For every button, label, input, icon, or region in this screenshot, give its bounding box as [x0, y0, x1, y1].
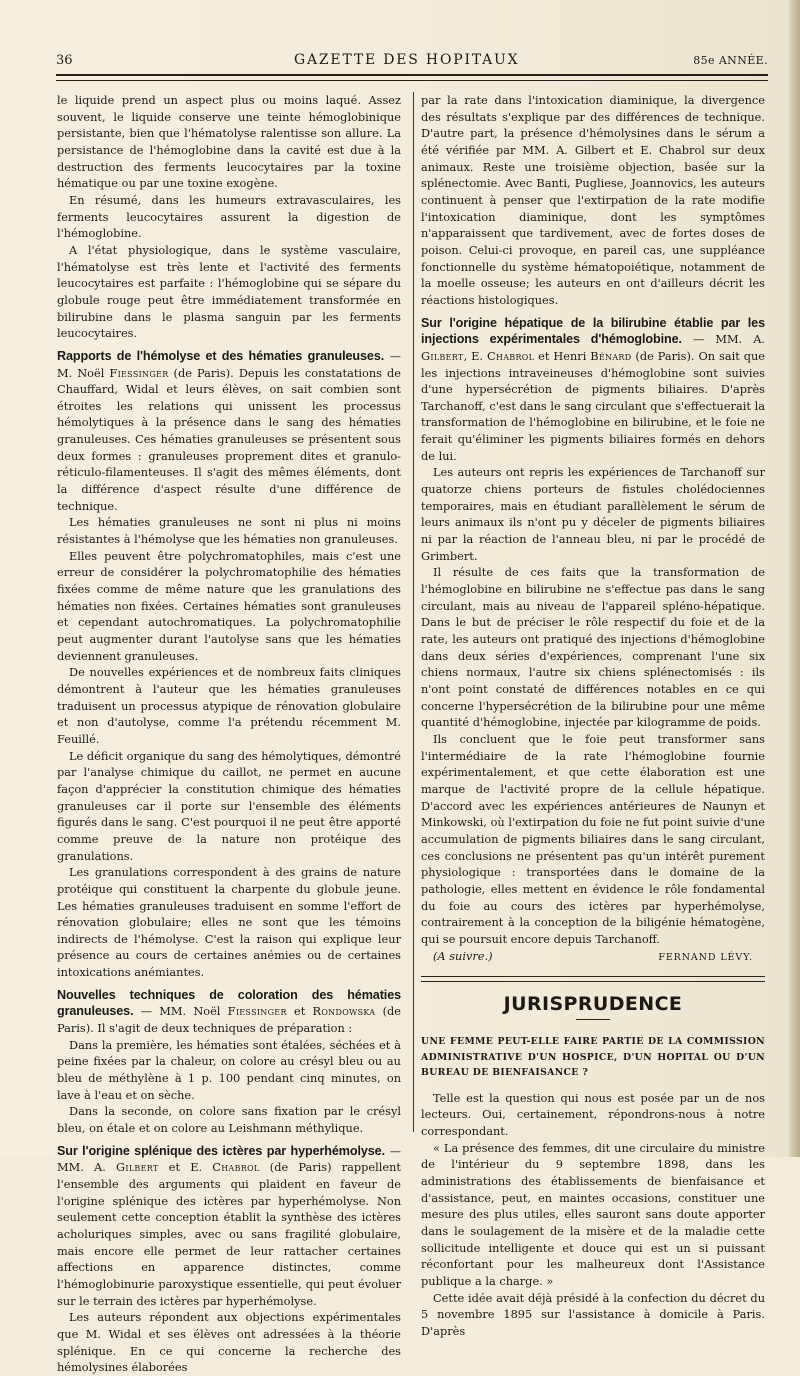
page-edge-shadow [787, 0, 800, 1157]
to-be-continued-note: (A suivre.) [433, 949, 493, 964]
article-heading: Rapports de l'hémolyse et des hématies granuleuses. [57, 348, 385, 363]
column-divider [413, 92, 414, 1132]
author-name: Fiessinger [227, 1004, 287, 1019]
article-heading: Sur l'origine hépatique de la bilirubine établie par les injections expérimentales d'hémoglobine. [421, 315, 765, 347]
author-name: Rondowska [312, 1004, 376, 1019]
author-name: Chabrol [212, 1160, 260, 1175]
article-intro [57, 987, 401, 1037]
paragraph: Ils concluent que le foie peut transformer sans l'intermédiaire de la rate l'hémoglobine fournie expérimentalement, et que cette élaboration est une marque de l'activité propre de la cellule hépatique. D'accord avec les expériences antérieures de Naunyn et Minkowski, où l'extirpation du foie ne fut point suivie d'une accumulation de pigments biliaires dans le sang circulant, ces conclusions ne présentent pas qu'un intérêt purement physiologique : transportées dans le domaine de la pathologie, elles mettent en évidence le rôle fondamental du foie au cours des ictères par hyperhémolyse, contrairement à la conception de la biligénie hématogène, qui se poursuit encore depuis Tarchanoff. [421, 731, 765, 946]
author-name: Bénard [590, 348, 632, 363]
header-rule-top [56, 74, 768, 76]
paragraph: Telle est la question qui nous est posée par un de nos lecteurs. Oui, certainement, répondrons-nous à notre correspondant. [421, 1090, 765, 1138]
intro-text: — M. Noël [57, 348, 402, 380]
intro-text: — MM. A. [57, 1143, 401, 1175]
paragraph: Cette idée avait déjà présidé à la confection du décret du 5 novembre 1895 sur l'assistance à domicile à Paris. D'après [421, 1290, 765, 1338]
paragraph: Il résulte de ces faits que la transformation de l'hémoglobine en bilirubine ne s'effectue pas dans le sang circulant, mais au niveau de l'appareil spléno-hépatique. Dans le but de préciser le rôle respectif du foie et de la rate, les auteurs ont pratiqué des injections d'hémoglobine dans deux séries d'expériences, comprenant l'une six chiens normaux, l'autre six chiens splénectomisés : ils n'ont point constaté de différences notables en ce qui concerne l'hypersécrétion de la bilirubine pour une même quantité d'hémoglobine, injectée par kilogramme de poids. [421, 565, 765, 730]
intro-text: — MM. Noël [133, 1004, 228, 1019]
signature-line [421, 948, 765, 967]
intro-text: (de Paris). Depuis les constatations de Chauffard, Widal et leurs élèves, on sait combien sont étroites les relations qui unissent les processus hémolytiques à la présence dans le sang des hématies granuleuses. Ces hématies granuleuses se présentent sous deux formes : granuleuses proprement dites et granulo-réticulo-filamenteuses. Il s'agit des mêmes éléments, dont la différence d'aspect résulte d'une différence de technique. [57, 365, 402, 513]
paragraph: De nouvelles expériences et de nombreux faits cliniques démontrent à l'auteur que les hématies granuleuses traduisent un processus atypique de rénovation globulaire et non d'autolyse, comme l'a prétendu récemment M. Feuillé. [57, 665, 401, 746]
right-column [421, 92, 765, 1339]
paragraph: par la rate dans l'intoxication diaminique, la divergence des résultats s'explique par des différences de technique. D'autre part, la présence d'hémolysines dans le sérum a été vérifiée par MM. A. Gilbert et E. Chabrol sur deux animaux. Reste une troisième objection, basée sur la splénectomie. Avec Banti, Pugliese, Joannovics, les auteurs continuent à penser que l'extirpation de la rate modifie l'intoxication diaminique, dont les symptômes n'apparaissent que tardivement, avec de fortes doses de poison. Celui-ci provoque, en pareil cas, une suppléance fonctionnelle du système hématopoiétique, notamment de la moelle osseuse; les auteurs en ont d'ailleurs décrit les réactions histologiques. [421, 93, 765, 307]
intro-text: (de Paris). On sait que les injections intraveineuses d'hémoglobine sont suivies d'une hypersécrétion de pigments biliaires. D'après Tarchanoff, c'est dans le sang circulant que s'effectuerait la transformation de l'hémoglobine en bilirubine, et le foie ne ferait qu'éliminer les pigments biliaires formés en dehors de lui. [421, 348, 765, 463]
paragraph: « La présence des femmes, dit une circulaire du ministre de l'intérieur du 9 septembre 1898, dans les administrations des établissements de bienfaisance et d'assistance, peut, en maintes occasions, constituer une mesure des plus utiles, elles sauront sans doute apporter dans le soulagement de la misère et de la maladie cette sollicitude intelligente et douce qui est un si puissant réconfortant pour les malheureux dont l'Assistance publique a la charge. » [421, 1140, 765, 1288]
author-name: Gilbert [116, 1160, 159, 1175]
intro-text: et Henri [534, 348, 591, 363]
year-label: 85e ANNÉE. [693, 54, 768, 67]
paragraph: Les auteurs ont repris les expériences de Tarchanoff sur quatorze chiens porteurs de fistules cholédociennes temporaires, mais en étudiant parallèlement le sérum de leurs animaux ils n'ont pu y déceler de pigments biliaires ni par la réaction de l'anneau bleu, ni par le procédé de Grimbert. [421, 465, 765, 563]
paragraph: le liquide prend un aspect plus ou moins laqué. Assez souvent, le liquide conserve une teinte hémoglobinique persistante, bien que l'hématolyse ralentisse son allure. La persistance de l'hémoglobine dans la cavité est due à la destruction des ferments leucocytaires par la toxine hématique ou par une toxine exogène. [57, 93, 401, 191]
section-title: JURISPRUDENCE [503, 993, 683, 1016]
author-name: Fiessinger [109, 365, 169, 380]
article-intro [57, 1143, 401, 1310]
header-rule-bottom [56, 80, 768, 81]
paragraph: Elles peuvent être polychromatophiles, mais c'est une erreur de considérer la polychromatophilie des hématies fixées comme de même nature que les granulations des hématies non fixées. Certaines hématies sont granuleuses et cependant autochromatiques. La polychromatophilie peut augmenter durant l'autolyse sans que les hématies deviennent granuleuses. [57, 548, 401, 663]
article-heading: Sur l'origine splénique des ictères par hyperhémolyse. [57, 1143, 385, 1158]
paragraph: Le déficit organique du sang des hémolytiques, démontré par l'analyse chimique du caillot, ne permet en aucune façon d'apprécier la constitution chimique des hématies granuleuses car il porte sur l'ensemble des éléments figurés dans le sang. C'est pourquoi il ne peut être apporté comme preuve de la nature non protéique des granulations. [57, 748, 401, 863]
author-signature: FERNAND LÉVY. [658, 952, 753, 964]
intro-text: et [286, 1004, 313, 1019]
article-intro [421, 315, 765, 465]
title-rule [576, 1019, 610, 1020]
intro-text: (de Paris) rappellent l'ensemble des arguments qui plaident en faveur de l'origine splénique des ictères par hyperhémolyse. Non seulement cette conception établit la synthèse des ictères acholuriques simples, avec ou sans fragilité globulaire, mais encore elle permet de leur rattacher certaines affections en apparence distinctes, comme l'hémoglobinurie paroxystique essentielle, qui peut évoluer sur le terrain des ictères par hyperhémolyse. [57, 1160, 401, 1308]
paragraph: En résumé, dans les humeurs extravasculaires, les ferments leucocytaires assurent la digestion de l'hémoglobine. [57, 192, 401, 241]
left-column [57, 92, 401, 1376]
page-header [56, 48, 768, 72]
journal-title: GAZETTE DES HOPITAUX [294, 52, 520, 68]
intro-text: et E. [158, 1160, 213, 1175]
page-number: 36 [56, 53, 73, 68]
intro-text: (de Paris). Il s'agit de deux techniques de préparation : [57, 1004, 402, 1036]
paragraph: Les auteurs répondent aux objections expérimentales que M. Widal et ses élèves ont adressées à la théorie splénique. En ce qui concerne la recherche des hémolysines élaborées [57, 1310, 401, 1375]
question-heading: UNE FEMME PEUT-ELLE FAIRE PARTIE DE LA COMMISSION ADMINISTRATIVE D'UN HOSPICE, D'UN HOPITAL OU D'UN BUREAU DE BIENFAISANCE ? [421, 1036, 765, 1079]
paragraph: Dans la première, les hématies sont étalées, séchées et à peine fixées par la chaleur, on colore au crésyl bleu ou au bleu de méthylène à 1 p. 100 pendant cinq minutes, on lave à l'eau et on sèche. [57, 1037, 401, 1102]
paragraph: Les hématies granuleuses ne sont ni plus ni moins résistantes à l'hémolyse que les hématies non granuleuses. [57, 515, 401, 547]
author-name: Chabrol [486, 348, 535, 363]
article-heading: Nouvelles techniques de coloration des hématies granuleuses. [57, 987, 401, 1019]
intro-text: , E. [463, 348, 487, 363]
paragraph: Dans la seconde, on colore sans fixation par le crésyl bleu, on étale et on colore au Leishmann méthylique. [57, 1104, 401, 1136]
paragraph: Les granulations correspondent à des grains de nature protéique qui constituent la charpente du globule jeune. Les hématies granuleuses traduisent en somme l'effort de rénovation globulaire; elles ne sont que les témoins indirects de l'hémolyse. C'est la raison qui explique leur présence au cours de certaines anémies ou de certaines intoxications anémiantes. [57, 865, 401, 980]
author-name: Gilbert [421, 348, 464, 363]
article-intro [57, 348, 401, 515]
section-separator [421, 976, 765, 982]
paragraph: A l'état physiologique, dans le système vasculaire, l'hématolyse est très lente et l'activité des ferments leucocytaires est parfaite : l'hémoglobine qui se sépare du globule rouge peut être immédiatement transformée en bilirubine dans le plasma sanguin par les ferments leucocytaires. [57, 242, 401, 341]
intro-text: — MM. A. [681, 332, 766, 347]
